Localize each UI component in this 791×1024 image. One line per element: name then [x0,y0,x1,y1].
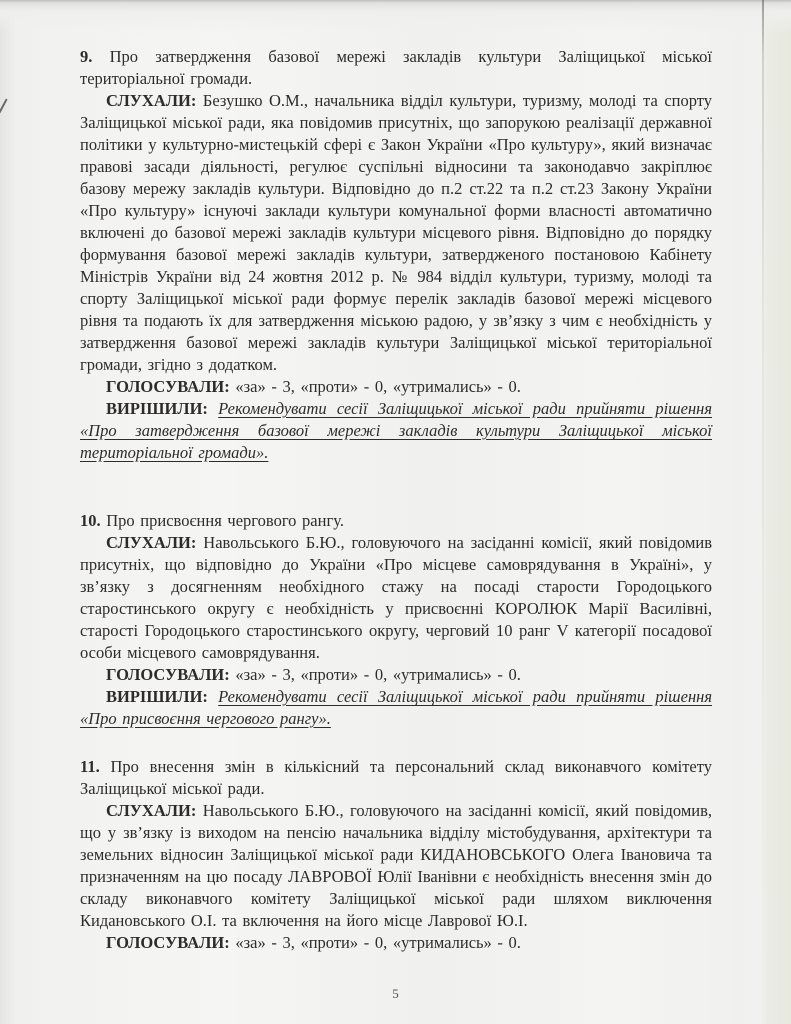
section-title: Про внесення змін в кількісний та персональний склад виконавчого комітету Заліщицької міської ради. [80,757,712,798]
vyrishyly-text: Рекомендувати сесії Заліщицької міської ради прийняти рішення «Про присвоєння чергового рангу». [80,687,712,728]
vyrishyly-label: ВИРІШИЛИ: [106,399,208,418]
pen-mark [0,98,8,113]
section-number: 11. [80,757,100,776]
section-title: Про присвоєння чергового рангу. [106,511,344,530]
golosuvaly-label: ГОЛОСУВАЛИ: [106,933,230,952]
document-content [80,46,712,954]
section-title: Про затвердження базової мережі закладів культури Заліщицької міської територіальної громади. [80,47,712,88]
golosuvaly-text: «за» - 3, «проти» - 0, «утримались» - 0. [235,933,521,952]
golosuvaly-label: ГОЛОСУВАЛИ: [106,665,230,684]
section-heading [80,46,712,90]
sluhaly-paragraph [80,532,712,664]
sluhaly-label: СЛУХАЛИ: [106,533,197,552]
golosuvaly-paragraph [80,932,712,954]
vyrishyly-label: ВИРІШИЛИ: [106,687,208,706]
section-heading [80,756,712,800]
golosuvaly-paragraph [80,376,712,398]
page-number: 5 [392,986,399,1001]
section-number: 9. [80,47,93,66]
section-number: 10. [80,511,101,530]
section-heading [80,510,712,532]
golosuvaly-text: «за» - 3, «проти» - 0, «утримались» - 0. [235,665,521,684]
vyrishyly-paragraph [80,398,712,464]
sluhaly-label: СЛУХАЛИ: [106,801,197,820]
section-item-10 [80,510,712,730]
vyrishyly-text: Рекомендувати сесії Заліщицької міської ради прийняти рішення «Про затвердження базової мережі закладів культури Заліщицької міської територіальної громади». [80,399,712,462]
sluhaly-text: Безушко О.М., начальника відділ культури, туризму, молоді та спорту Заліщицької міської ради, яка повідомив присутніх, що запорукою реалізації державної політики у культурно-мистецькій сфері є Закон України «Про культуру», який визначає правові засади діяльності, регулює суспільні відносини та законодавчо закріплює базову мережу закладів культури. Відповідно до п.2 ст.22 та п.2 ст.23 Закону України «Про культуру» існуючі заклади культури комунальної форми власності автоматично включені до базової мережі закладів культури місцевого рівня. Відповідно до порядку формування базової мережі закладів культури, затвердженого постановою Кабінету Міністрів України від 24 жовтня 2012 р. № 984 відділ культури, туризму, молоді та спорту Заліщицької міської ради формує перелік закладів базової мережі місцевого рівня та подають їх для затвердження міською радою, у зв’язку з чим є необхідність у затвердження базової мережі закладів культури Заліщицької міської територіальної громади, згідно з додатком. [80,91,713,374]
golosuvaly-label: ГОЛОСУВАЛИ: [106,377,230,396]
scan-edge-line [762,0,764,1024]
sluhaly-label: СЛУХАЛИ: [106,91,197,110]
section-item-9 [80,46,712,464]
section-item-11 [80,756,712,954]
golosuvaly-text: «за» - 3, «проти» - 0, «утримались» - 0. [235,377,521,396]
sluhaly-text: Навольського Б.Ю., головуючого на засіданні комісії, який повідомив, що у зв’язку із виходом на пенсію начальника відділу містобудування, архітектури та земельних відносин Заліщицької міської ради КИДАНОВСЬКОГО Олега Івановича та призначенням на цю посаду ЛАВРОВОЇ Юлії Іванівни є необхідність внесення змін до складу виконавчого комітету Заліщицької міської ради шляхом виключення Кидановського О.І. та включення на його місце Лаврової Ю.І. [80,801,713,930]
sluhaly-paragraph [80,800,712,932]
golosuvaly-paragraph [80,664,712,686]
sluhaly-paragraph [80,90,712,376]
vyrishyly-paragraph [80,686,712,730]
sluhaly-text: Навольського Б.Ю., головуючого на засіданні комісії, який повідомив присутніх, що відповідно до України «Про місцеве самоврядування в Україні», у зв’язку з досягненням необхідного стажу на посаді старости Городоцького старостинського округу є необхідність у присвоєнні КОРОЛЮК Марії Василівні, старості Городоцького старостинського округу, черговий 10 ранг V категорії посадової особи місцевого самоврядування. [80,533,713,662]
